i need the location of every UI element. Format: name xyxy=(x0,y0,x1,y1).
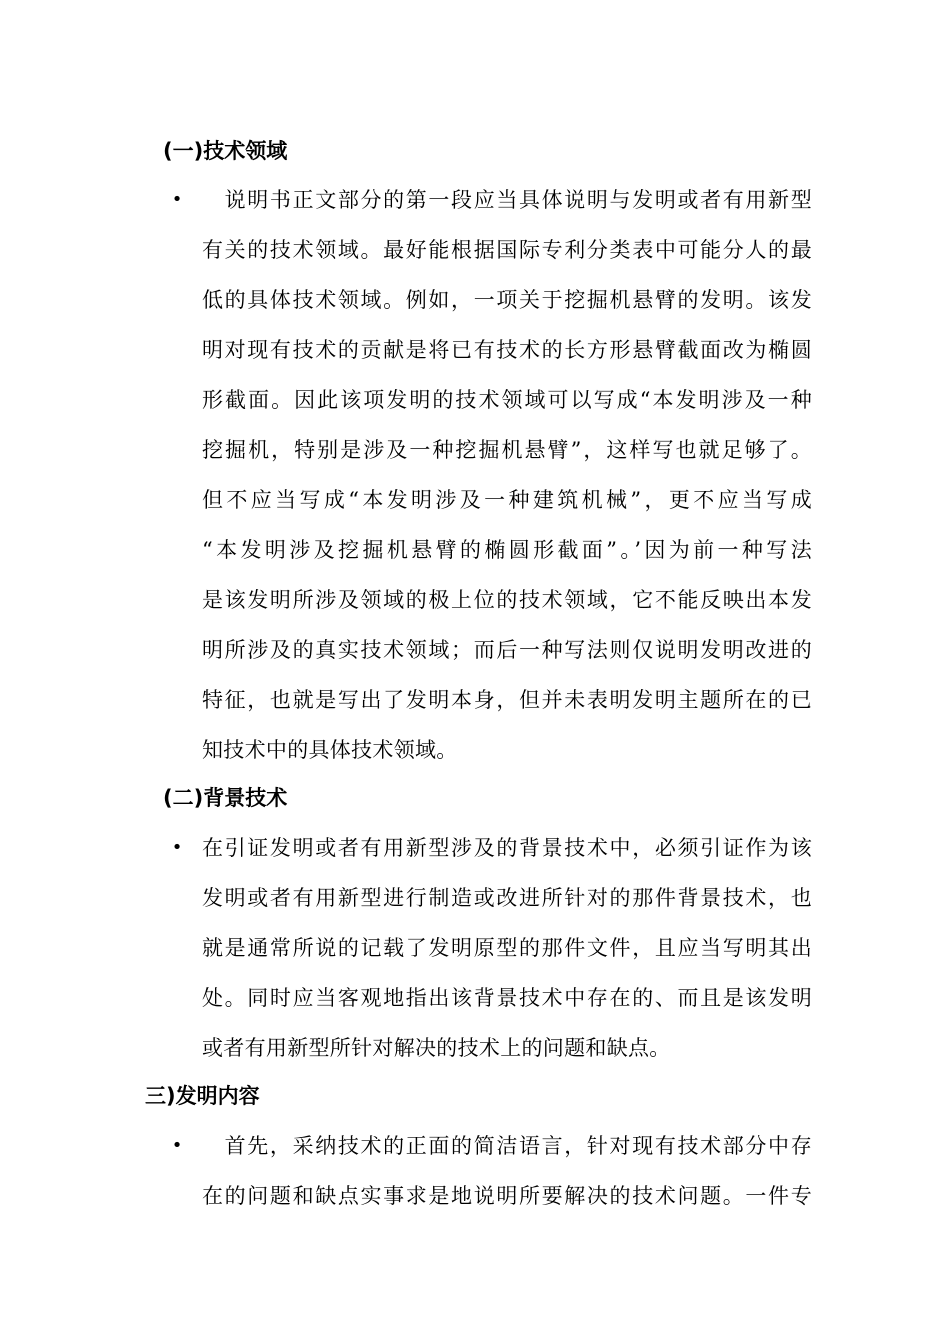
section-heading-technical-field: (一)技术领域 xyxy=(163,139,288,163)
paragraph-background-art xyxy=(202,823,812,1073)
text-line: 处。同时应当客观地指出该背景技术中存在的、而且是该发明 xyxy=(202,986,812,1010)
paragraph-invention-content xyxy=(202,1121,812,1221)
text-line: 明对现有技术的贡献是将已有技术的长方形悬臂截面改为椭圆 xyxy=(202,338,812,362)
paragraph-technical-field xyxy=(202,175,812,775)
text-line: 有关的技术领域。最好能根据国际专利分类表中可能分人的最 xyxy=(202,238,812,262)
text-line: 挖掘机，特别是涉及一种挖掘机悬臂”，这样写也就足够了。 xyxy=(202,438,812,462)
text-line: 就是通常所说的记载了发明原型的那件文件，且应当写明其出 xyxy=(202,936,812,960)
bullet-icon: • xyxy=(171,837,183,858)
text-line: 发明或者有用新型进行制造或改进所针对的那件背景技术，也 xyxy=(202,886,812,910)
text-line: 低的具体技术领域。例如，一项关于挖掘机悬臂的发明。该发 xyxy=(202,288,812,312)
text-line: “本发明涉及挖掘机悬臂的椭圆形截面”。’因为前一种写法 xyxy=(202,538,812,562)
bullet-icon: • xyxy=(171,189,183,210)
section-heading-background-art: (二)背景技术 xyxy=(163,786,288,810)
text-line: 说明书正文部分的第一段应当具体说明与发明或者有用新型 xyxy=(202,188,812,212)
text-line: 特征，也就是写出了发明本身，但并未表明发明主题所在的已 xyxy=(202,688,812,712)
text-line: 但不应当写成“本发明涉及一种建筑机械”，更不应当写成 xyxy=(202,488,812,512)
text-line: 或者有用新型所针对解决的技术上的问题和缺点。 xyxy=(202,1036,671,1060)
text-line: 明所涉及的真实技术领域；而后一种写法则仅说明发明改进的 xyxy=(202,638,812,662)
bullet-icon: • xyxy=(171,1135,183,1156)
text-line: 在的问题和缺点实事求是地说明所要解决的技术问题。一件专 xyxy=(202,1184,812,1208)
text-line: 在引证发明或者有用新型涉及的背景技术中，必须引证作为该 xyxy=(202,836,812,860)
text-line: 是该发明所涉及领域的极上位的技术领域，它不能反映出本发 xyxy=(202,588,812,612)
text-line: 知技术中的具体技术领域。 xyxy=(202,738,458,762)
text-line: 形截面。因此该项发明的技术领域可以写成“本发明涉及一种 xyxy=(202,388,812,412)
section-heading-invention-content: 三)发明内容 xyxy=(145,1084,260,1108)
text-line: 首先，采纳技术的正面的简洁语言，针对现有技术部分中存 xyxy=(202,1134,812,1158)
